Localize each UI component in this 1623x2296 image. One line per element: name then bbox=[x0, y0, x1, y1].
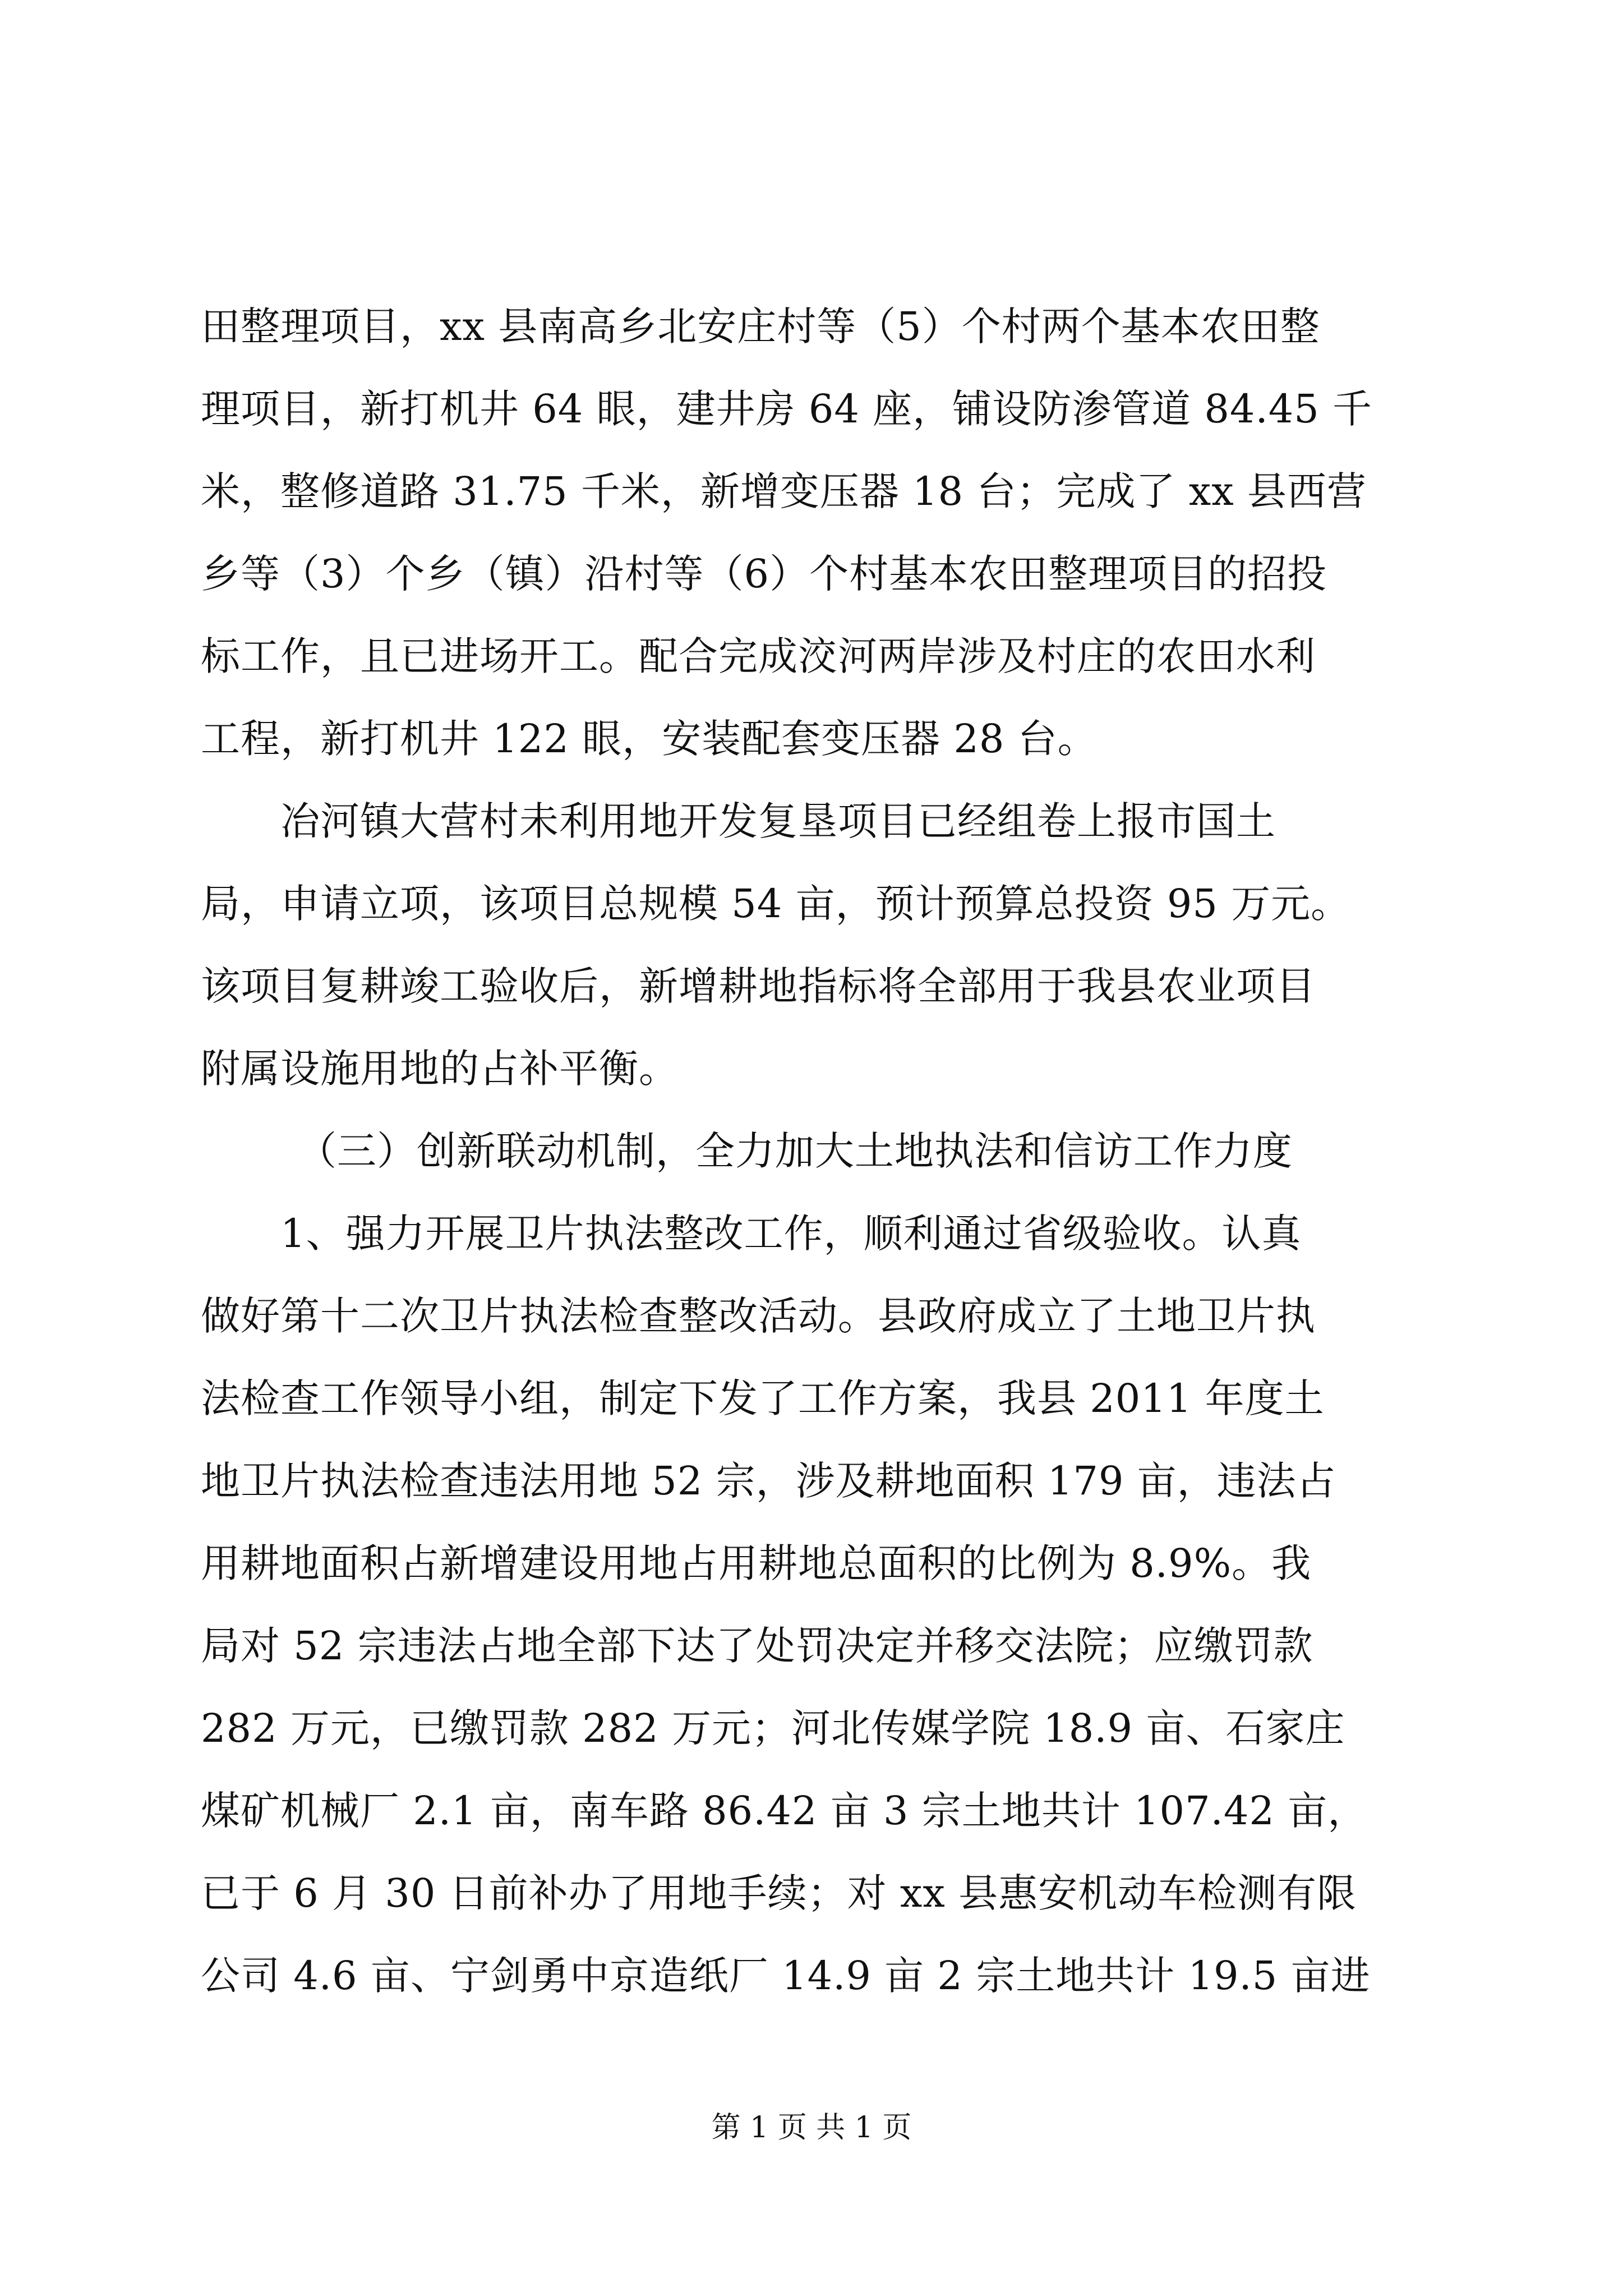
text-line: 理项目，新打机井 64 眼，建井房 64 座，铺设防渗管道 84.45 千 bbox=[201, 386, 1373, 432]
text-line: 用耕地面积占新增建设用地占用耕地总面积的比例为 8.9%。我 bbox=[201, 1540, 1312, 1586]
paragraph-first-line: 1、强力开展卫片执法整改工作，顺利通过省级验收。认真 bbox=[280, 1211, 1302, 1257]
text-line: 米，整修道路 31.75 千米，新增变压器 18 台；完成了 xx 县西营 bbox=[201, 468, 1367, 514]
text-line: 已于 6 月 30 日前补办了用地手续；对 xx 县惠安机动车检测有限 bbox=[201, 1870, 1357, 1916]
text-line: 地卫片执法检查违法用地 52 宗，涉及耕地面积 179 亩，违法占 bbox=[201, 1458, 1336, 1504]
text-line: 标工作，且已进场开工。配合完成洨河两岸涉及村庄的农田水利 bbox=[201, 633, 1316, 679]
paragraph-first-line: 冶河镇大营村未利用地开发复垦项目已经组卷上报市国土 bbox=[280, 798, 1276, 844]
text-line: 法检查工作领导小组，制定下发了工作方案，我县 2011 年度土 bbox=[201, 1375, 1325, 1421]
page-number: 第 1 页 共 1 页 bbox=[711, 2111, 912, 2145]
text-line: 局，申请立项，该项目总规模 54 亩，预计预算总投资 95 万元。 bbox=[201, 881, 1351, 927]
text-line: 该项目复耕竣工验收后，新增耕地指标将全部用于我县农业项目 bbox=[201, 963, 1316, 1009]
text-line: 煤矿机械厂 2.1 亩，南车路 86.42 亩 3 宗土地共计 107.42 亩， bbox=[201, 1788, 1368, 1834]
text-line: 做好第十二次卫片执法检查整改活动。县政府成立了土地卫片执 bbox=[201, 1293, 1316, 1339]
text-line: 局对 52 宗违法占地全部下达了处罚决定并移交法院；应缴罚款 bbox=[201, 1623, 1313, 1669]
text-line: 田整理项目，xx 县南高乡北安庄村等（5）个村两个基本农田整 bbox=[201, 303, 1320, 349]
text-line: 乡等（3）个乡（镇）沿村等（6）个村基本农田整理项目的招投 bbox=[201, 551, 1327, 597]
page-footer bbox=[0, 2108, 1623, 2147]
text-line: 公司 4.6 亩、宁剑勇中京造纸厂 14.9 亩 2 宗土地共计 19.5 亩进 bbox=[201, 1953, 1371, 1999]
section-heading: （三）创新联动机制，全力加大土地执法和信访工作力度 bbox=[297, 1128, 1293, 1174]
text-line: 282 万元，已缴罚款 282 万元；河北传媒学院 18.9 亩、石家庄 bbox=[201, 1705, 1345, 1751]
text-line: 附属设施用地的占补平衡。 bbox=[201, 1046, 679, 1092]
text-line: 工程，新打机井 122 眼，安装配套变压器 28 台。 bbox=[201, 716, 1098, 762]
